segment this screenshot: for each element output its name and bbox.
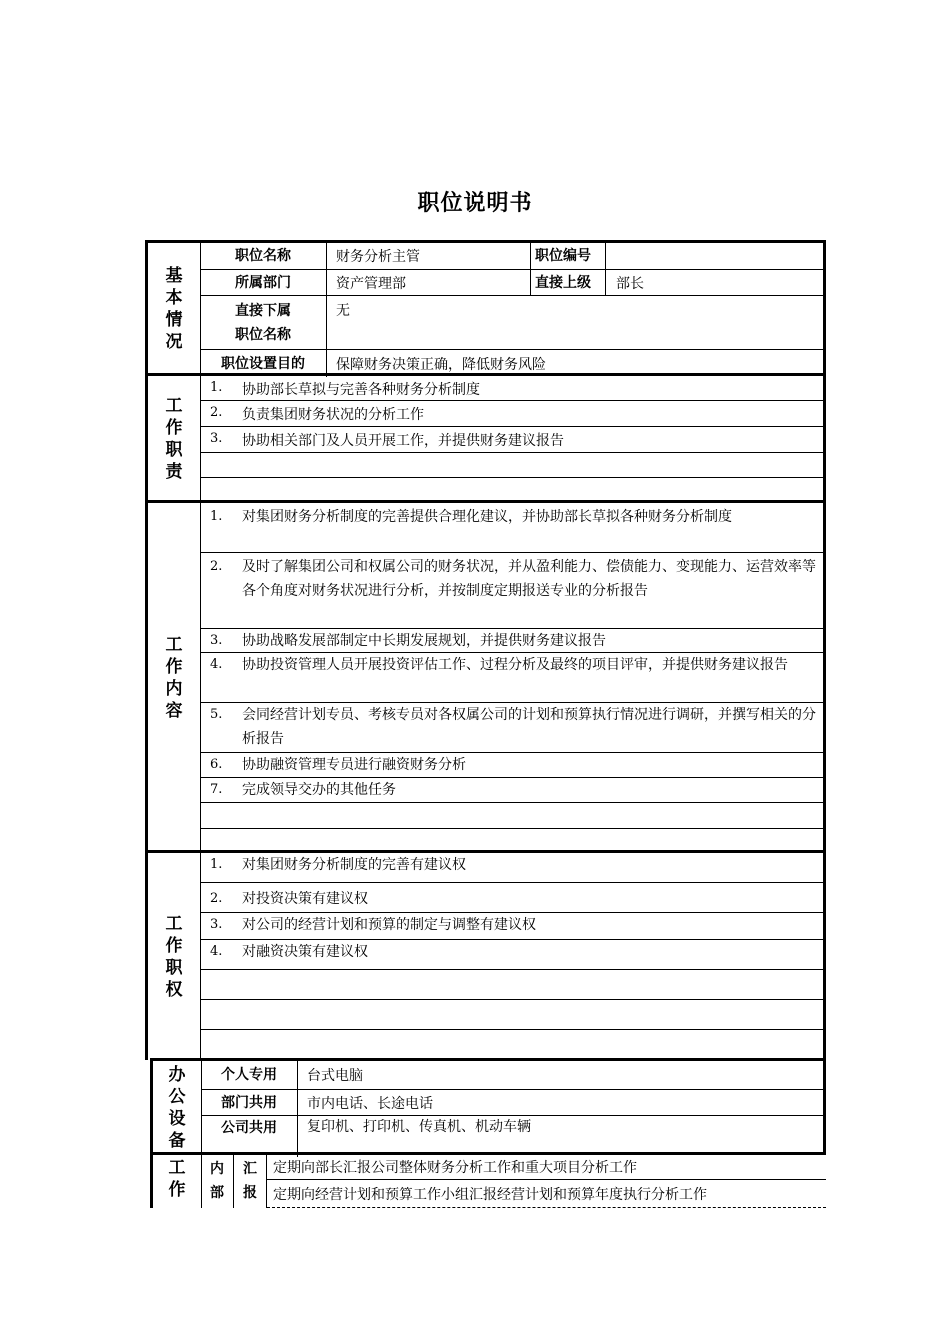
job-description-table bbox=[145, 240, 826, 1208]
page-title: 职位说明书 bbox=[417, 191, 533, 216]
equipment-row-value: 复印机、打印机、传真机、机动车辆 bbox=[307, 1119, 531, 1135]
list-item: 5. 会同经营计划专员、考核专员对各权属公司的计划和预算执行情况进行调研，并撰写相关的分析报告 bbox=[200, 703, 823, 753]
basic-info-section bbox=[145, 240, 826, 374]
relations-row: 定期向部长汇报公司整体财务分析工作和重大项目分析工作 bbox=[267, 1155, 826, 1180]
position-name-value: 财务分析主管 bbox=[326, 243, 531, 269]
list-item bbox=[200, 1000, 823, 1030]
authority-label: 工作职权 bbox=[148, 853, 201, 1060]
list-item: 2. 及时了解集团公司和权属公司的财务状况，并从盈利能力、偿债能力、变现能力、运营效率等各个角度对财务状况进行分析，并按制度定期报送专业的分析报告 bbox=[200, 553, 823, 629]
list-item bbox=[200, 970, 823, 1000]
equipment-row bbox=[201, 1061, 823, 1090]
subordinate-row bbox=[200, 296, 823, 350]
equipment-section bbox=[150, 1058, 826, 1154]
equipment-row bbox=[201, 1116, 823, 1157]
position-code-label: 职位编号 bbox=[521, 243, 606, 269]
relations-report-label: 汇报 bbox=[234, 1155, 267, 1208]
purpose-value: 保障财务决策正确，降低财务风险 bbox=[336, 356, 546, 373]
list-item: 3. 协助相关部门及人员开展工作，并提供财务建议报告 bbox=[200, 427, 823, 453]
list-item: 4. 协助投资管理人员开展投资评估工作、过程分析及最终的项目评审，并提供财务建议报告 bbox=[200, 653, 823, 703]
position-name-row bbox=[200, 243, 823, 270]
list-item: 7. 完成领导交办的其他任务 bbox=[200, 778, 823, 803]
equipment-row-value: 市内电话、长途电话 bbox=[307, 1095, 433, 1112]
superior-value: 部长 bbox=[616, 275, 644, 292]
equipment-row bbox=[201, 1090, 823, 1116]
work-content-label: 工作内容 bbox=[148, 503, 201, 852]
duties-label: 工作职责 bbox=[148, 376, 201, 501]
superior-label: 直接上级 bbox=[521, 270, 606, 295]
duties-section bbox=[145, 373, 826, 501]
list-item: 2. 负责集团财务状况的分析工作 bbox=[200, 401, 823, 427]
list-item: 1. 对集团财务分析制度的完善有建议权 bbox=[200, 853, 823, 883]
department-row bbox=[200, 270, 823, 296]
subordinate-label: 直接下属 职位名称 bbox=[200, 296, 327, 349]
equipment-row-value: 台式电脑 bbox=[307, 1068, 363, 1084]
equipment-row-label: 公司共用 bbox=[201, 1116, 298, 1157]
relations-section bbox=[150, 1152, 826, 1208]
relations-row: 定期向经营计划和预算工作小组汇报经营计划和预算年度执行分析工作 bbox=[267, 1180, 826, 1208]
equipment-row-label: 个人专用 bbox=[201, 1061, 298, 1089]
list-item: 6. 协助融资管理专员进行融资财务分析 bbox=[200, 753, 823, 778]
position-code-value bbox=[606, 243, 616, 269]
department-value: 资产管理部 bbox=[326, 270, 531, 295]
basic-info-label: 基本情况 bbox=[148, 243, 201, 374]
relations-internal-label: 内部 bbox=[201, 1155, 234, 1208]
list-item bbox=[200, 803, 823, 829]
list-item: 4. 对融资决策有建议权 bbox=[200, 940, 823, 970]
list-item: 3. 协助战略发展部制定中长期发展规划，并提供财务建议报告 bbox=[200, 629, 823, 653]
authority-section bbox=[145, 850, 826, 1060]
position-name-label: 职位名称 bbox=[200, 243, 327, 269]
work-content-section bbox=[145, 500, 826, 852]
list-item bbox=[200, 453, 823, 478]
equipment-label: 办公设备 bbox=[153, 1061, 202, 1154]
subordinate-value: 无 bbox=[336, 303, 350, 319]
list-item: 1. 协助部长草拟与完善各种财务分析制度 bbox=[200, 376, 823, 401]
list-item: 3. 对公司的经营计划和预算的制定与调整有建议权 bbox=[200, 913, 823, 940]
equipment-row-label: 部门共用 bbox=[201, 1090, 298, 1115]
list-item: 2. 对投资决策有建议权 bbox=[200, 883, 823, 913]
purpose-label: 职位设置目的 bbox=[200, 350, 327, 377]
list-item: 1. 对集团财务分析制度的完善提供合理化建议，并协助部长草拟各种财务分析制度 bbox=[200, 503, 823, 553]
department-label: 所属部门 bbox=[200, 270, 327, 295]
relations-label: 工作 bbox=[153, 1155, 202, 1208]
